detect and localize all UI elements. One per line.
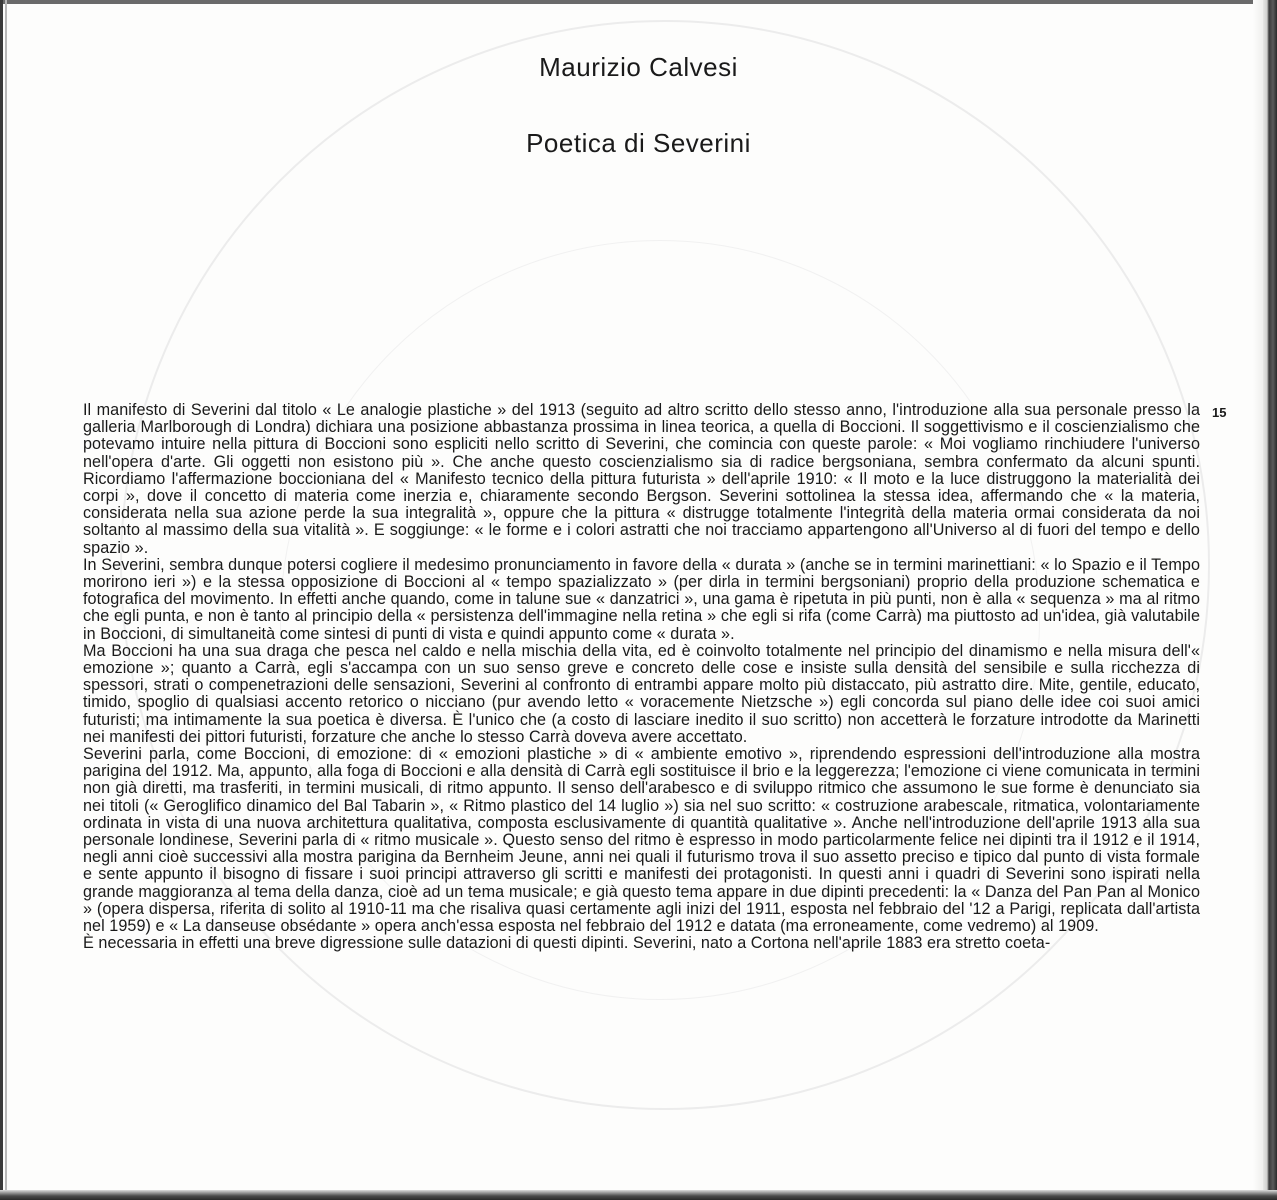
paragraph: Severini parla, come Boccioni, di emozione: di « emozioni plastiche » di « ambiente emotivo », riprendendo espressioni dell'introduzione alla mostra parigina del 1912. Ma, appunto, alla foga di Boccioni e alla densità di Carrà egli sostituisce il brio e la leggerezza; l'emozione ci viene comunicata in termini non già diretti, ma trasferiti, in termini musicali, di ritmo appunto. Il senso dell'arabesco e di sviluppo ritmico che assumono le sue forme è denunciato sia nei titoli (« Geroglifico dinamico del Bal Tabarin », « Ritmo plastico del 14 luglio ») sia nel suo scritto: « costruzione arabescale, ritmatica, volontariamente ordinata in vista di una nuova architettura qualitativa, composta esclusivamente di quantità qualitative ». Anche nell'introduzione dell'aprile 1913 alla sua personale londinese, Severini parla di « ritmo musicale ». Questo senso del ritmo è espresso in modo particolarmente felice nei dipinti tra il 1912 e il 1914, negli anni cioè successivi alla mostra parigina da Bernheim Jeune, anni nei quali il futurismo trova il suo assetto preciso e tipico dal punto di vista formale e sente appunto il bisogno di fissare i suoi principi attraverso gli scritti e manifesti dei protagonisti. In questi anni i quadri di Severini sono ispirati nella grande maggioranza al tema della danza, cioè ad un tema musicale; e già questo tema appare in due dipinti precedenti: la « Danza del Pan Pan al Monico » (opera dispersa, riferita di solito al 1910-11 ma che risaliva quasi certamente agli inizi del 1911, esposta nel febbraio del '12 a Parigi, replicata dall'artista nel 1959) e « La danseuse obsédante » opera anch'essa esposta nel febbraio del 1912 e datata (ma erroneamente, come vedremo) al 1909. [83, 745, 1200, 936]
page-curl-shadow [1253, 0, 1263, 1200]
scan-edge-left [0, 0, 3, 1200]
scan-edge-bottom [0, 1190, 1277, 1200]
scan-edge-top [0, 0, 1277, 4]
essay-body [83, 402, 1200, 953]
author-name: Maurizio Calvesi [539, 52, 738, 82]
scan-edge-right [1263, 0, 1277, 1200]
paragraph: È necessaria in effetti una breve digressione sulle datazioni di questi dipinti. Severini, nato a Cortona nell'aprile 1883 era stretto coeta- [83, 934, 1051, 953]
paragraph: Ma Boccioni ha una sua draga che pesca nel caldo e nella mischia della vita, ed è coinvolto totalmente nel principio del dinamismo e nella misura dell'« emozione »; quanto a Carrà, egli s'accampa con un suo senso greve e concreto delle cose e insiste sulla densità del sensibile e sulla ricchezza di spessori, strati o compenetrazioni delle sensazioni, Severini al confronto di entrambi appare molto più distaccato, più astratto dire. Mite, gentile, educato, timido, spoglio di qualsiasi accento retorico o nicciano (pur avendo letto « voracemente Nietzsche ») egli concorda sul piano delle idee coi suoi amici futuristi; ma intimamente la sua poetica è diversa. È l'unico che (a costo di lasciare inedito il suo scritto) non accetterà le forzature introdotte da Marinetti nei manifesti dei pittori futuristi, forzature che anche lo stesso Carrà doveva avere accettato. [83, 641, 1200, 746]
essay-title: Poetica di Severini [526, 128, 751, 158]
page-number: 15 [1212, 405, 1227, 420]
scan-edge-left-inner [5, 0, 7, 1200]
paragraph: In Severini, sembra dunque potersi cogliere il medesimo pronunciamento in favore della « durata » (anche se in termini marinettiani: « lo Spazio e il Tempo morirono ieri ») e la stessa opposizione di Boccioni al « tempo spazializzato » (per dirla in termini bergsoniani) proprio della produzione schematica e fotografica del movimento. In effetti anche quando, come in talune sue « danzatrici », una gama è ripetuta in più punti, non è alla « sequenza » ma al ritmo che egli punta, e non è tanto al principio della « persistenza dell'immagine nella retina » che egli si rifa (come Carrà) ma piuttosto ad un'idea, già valutabile in Boccioni, di simultaneità come sintesi di punti di vista e quindi appunto come « durata ». [83, 555, 1200, 643]
paragraph: Il manifesto di Severini dal titolo « Le analogie plastiche » del 1913 (seguito ad altro scritto dello stesso anno, l'introduzione alla sua personale presso la galleria Marlborough di Londra) dichiara una posizione abbastanza prossima in linea teorica, a quella di Boccioni. Il soggettivismo e il coscienzialismo che potevamo intuire nella pittura di Boccioni sono espliciti nello scritto di Severini, che comincia con queste parole: « Moi vogliamo rinchiudere l'universo nell'opera d'arte. Gli oggetti non esistono più ». Che anche questo coscienzialismo sia di radice bergsoniana, sembra confermato da alcuni spunti. Ricordiamo l'affermazione boccioniana del « Manifesto tecnico della pittura futurista » dell'aprile 1910: « Il moto e la luce distruggono la materialità dei corpi », dove il concetto di materia come inerzia e, chiaramente secondo Bergson. Severini sottolinea la stessa idea, affermando che « la materia, considerata nella sua azione perde la sua integralità », oppure che la pittura « distrugge totalmente l'integrità della materia ormai considerata da noi soltanto al massimo della sua vitalità ». E soggiunge: « le forme e i colori astratti che noi tracciamo appartengono all'Universo al di fuori del tempo e dello spazio ». [83, 401, 1200, 557]
